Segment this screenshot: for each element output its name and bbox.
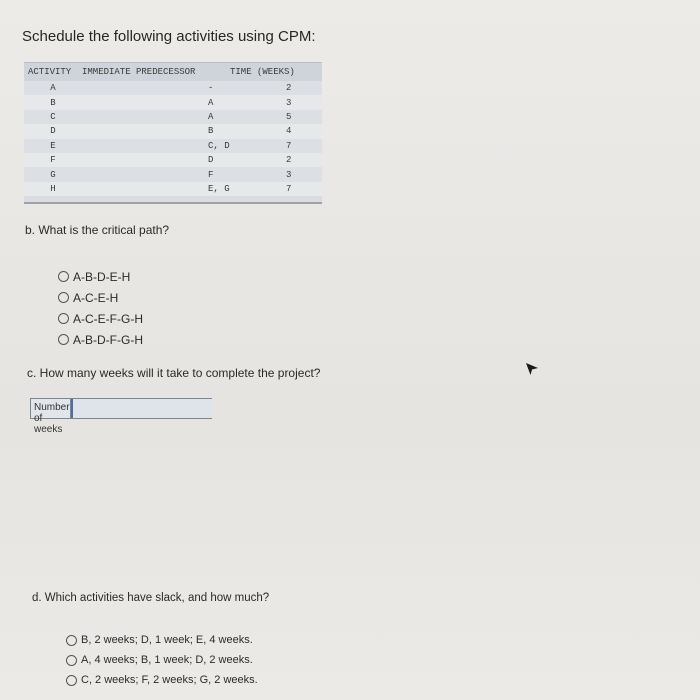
predecessor-cell: A (208, 111, 214, 122)
time-cell: 2 (286, 155, 292, 166)
table-row (24, 95, 322, 109)
number-of-weeks-input[interactable] (71, 399, 213, 418)
table-body (24, 81, 322, 196)
time-cell: 7 (286, 183, 292, 194)
radio-icon[interactable] (66, 635, 77, 646)
header-predecessor: IMMEDIATE PREDECESSOR (82, 67, 196, 77)
mouse-cursor-icon (525, 362, 539, 376)
radio-icon[interactable] (58, 271, 69, 282)
radio-icon[interactable] (58, 292, 69, 303)
time-cell: 3 (286, 169, 292, 180)
activity-cell: H (50, 183, 56, 194)
predecessor-cell: B (208, 126, 214, 137)
option-label: B, 2 weeks; D, 1 week; E, 4 weeks. (81, 634, 253, 646)
slack-options (66, 630, 258, 690)
option-label: A, 4 weeks; B, 1 week; D, 2 weeks. (81, 654, 253, 666)
activity-cell: G (50, 169, 56, 180)
table-header (24, 62, 322, 81)
option-label: A-B-D-E-H (73, 269, 131, 284)
activity-cell: D (50, 126, 56, 137)
predecessor-cell: C, D (208, 140, 230, 151)
activity-cell: A (50, 83, 56, 94)
activity-cell: B (50, 97, 56, 108)
radio-icon[interactable] (58, 334, 69, 345)
number-of-weeks-label: Number of weeks (31, 399, 71, 418)
slack-option[interactable] (66, 670, 258, 690)
predecessor-cell: F (208, 169, 214, 180)
table-row (24, 139, 322, 153)
page-title: Schedule the following activities using CPM: (22, 28, 316, 45)
radio-icon[interactable] (66, 655, 77, 666)
critical-path-option[interactable] (58, 266, 143, 287)
question-c-text: c. How many weeks will it take to complete the project? (27, 366, 321, 380)
activity-cell: F (50, 155, 56, 166)
table-row (24, 182, 322, 196)
option-label: A-C-E-H (73, 290, 119, 305)
predecessor-cell: - (208, 83, 214, 94)
table-row (24, 110, 322, 124)
slack-option[interactable] (66, 630, 258, 650)
table-row (24, 124, 322, 138)
cpm-table (24, 62, 322, 204)
time-cell: 7 (286, 140, 292, 151)
critical-path-options (58, 266, 143, 350)
radio-icon[interactable] (58, 313, 69, 324)
predecessor-cell: E, G (208, 183, 230, 194)
option-label: A-B-D-F-G-H (73, 332, 143, 347)
option-label: C, 2 weeks; F, 2 weeks; G, 2 weeks. (81, 674, 258, 686)
activity-cell: E (50, 140, 56, 151)
table-row (24, 153, 322, 167)
header-time: TIME (WEEKS) (230, 67, 295, 77)
question-b-text: b. What is the critical path? (25, 223, 170, 237)
option-label: A-C-E-F-G-H (73, 311, 143, 326)
question-d-text: d. Which activities have slack, and how much? (32, 592, 270, 604)
table-footer (24, 196, 322, 204)
predecessor-cell: D (208, 155, 214, 166)
number-of-weeks-field (30, 398, 212, 435)
critical-path-option[interactable] (58, 287, 143, 308)
critical-path-option[interactable] (58, 329, 143, 350)
slack-option[interactable] (66, 650, 258, 670)
predecessor-cell: A (208, 97, 214, 108)
time-cell: 2 (286, 83, 292, 94)
activity-cell: C (50, 111, 56, 122)
radio-icon[interactable] (66, 675, 77, 686)
time-cell: 5 (286, 111, 292, 122)
time-cell: 4 (286, 126, 292, 137)
header-activity: ACTIVITY (28, 67, 72, 77)
critical-path-option[interactable] (58, 308, 143, 329)
table-row (24, 81, 322, 95)
time-cell: 3 (286, 97, 292, 108)
table-row (24, 167, 322, 181)
